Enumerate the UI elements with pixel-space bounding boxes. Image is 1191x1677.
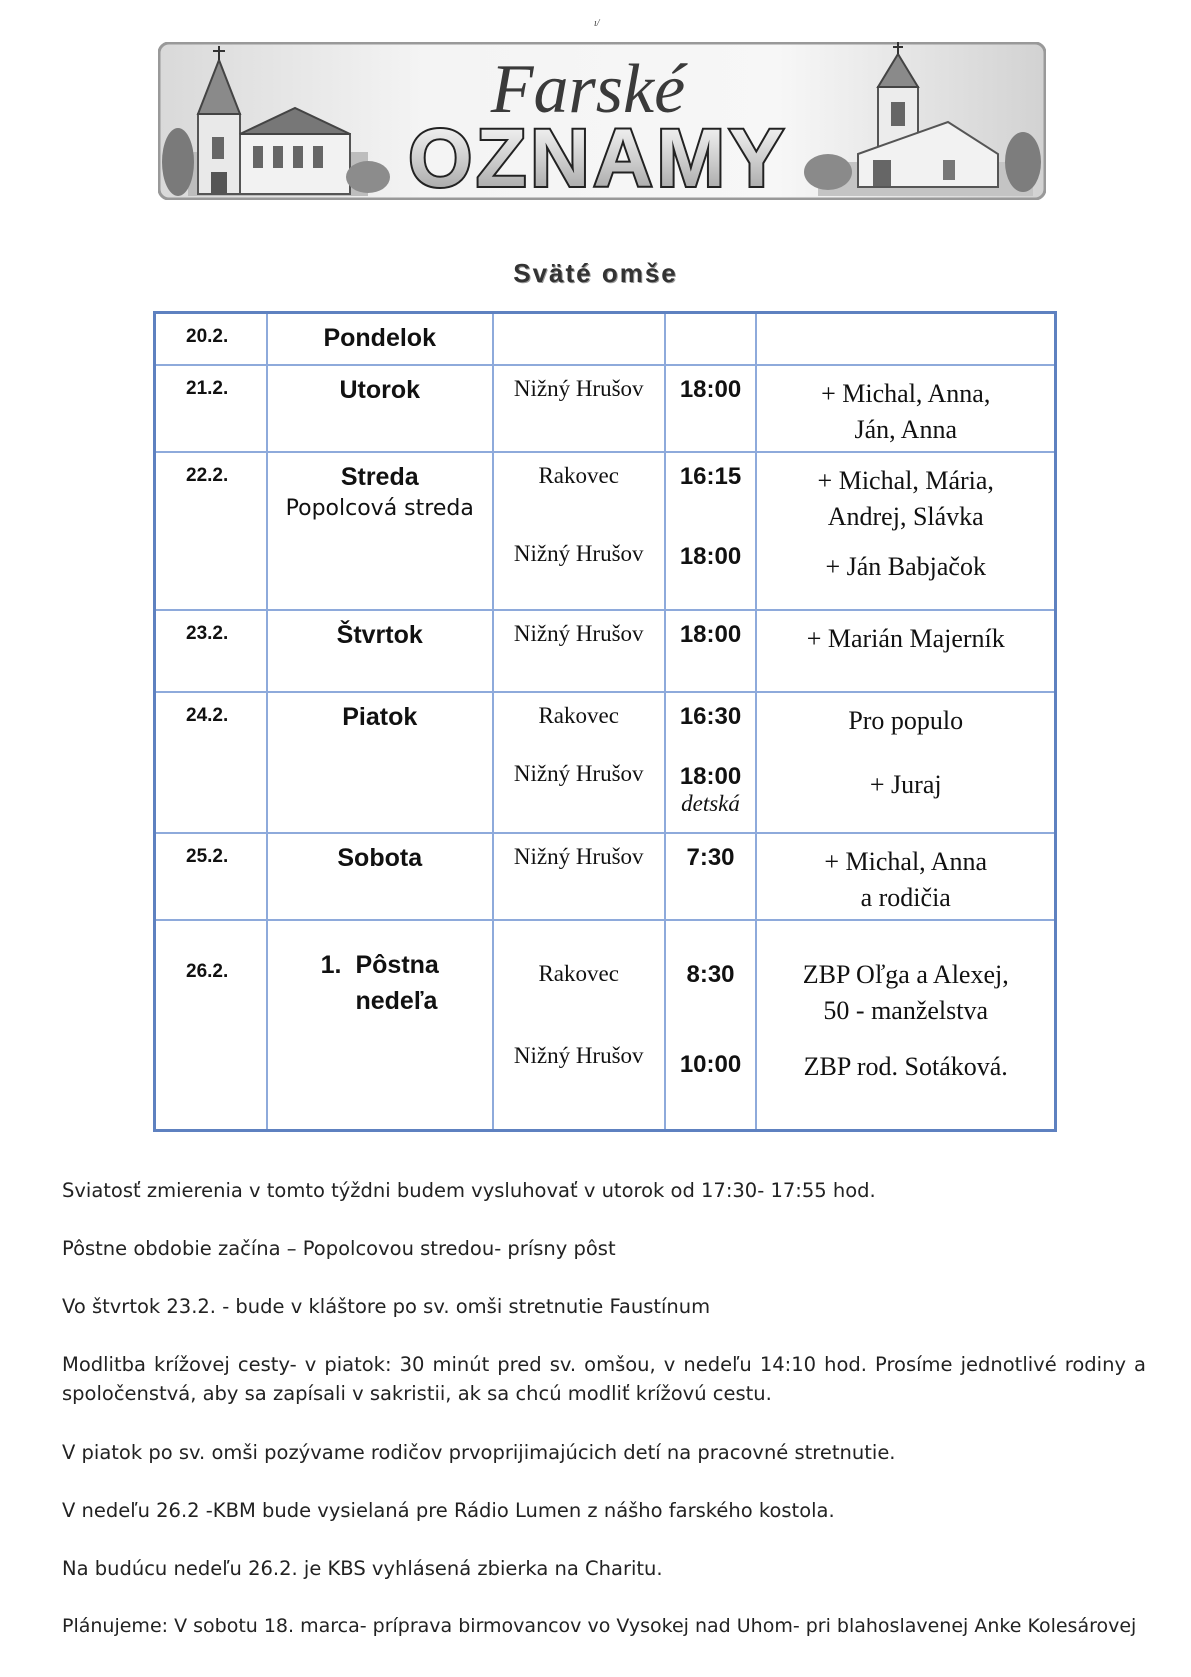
mass-intention: + Marián Majerník (806, 623, 1005, 653)
row-day: Pondelok (323, 324, 436, 352)
row-date: 26.2. (186, 960, 229, 982)
mass-time: 8:30 (686, 960, 735, 988)
announcement: Plánujeme: V sobotu 18. marca- príprava birmovancov vo Vysokej nad Uhom- pri blahoslavenej Anke Kolesárovej (62, 1615, 1137, 1637)
row-date: 22.2. (186, 464, 229, 486)
header-banner (158, 42, 1046, 200)
mass-intention: + Michal, Mária, Andrej, Slávka (817, 465, 994, 531)
mass-schedule-table (153, 311, 1057, 1132)
mass-time: 16:15 (679, 462, 742, 490)
mass-intention: + Ján Babjačok (825, 551, 986, 581)
mass-intention: + Juraj (869, 769, 942, 799)
mass-intention: + Michal, Anna, Ján, Anna (821, 378, 991, 444)
banner-title-line1: Farské (490, 51, 686, 128)
announcement: V piatok po sv. omši pozývame rodičov prvoprijimajúcich detí na pracovné stretnutie. (62, 1441, 896, 1464)
mass-time: 18:00 (679, 542, 742, 570)
table-row (155, 833, 1056, 920)
announcement: Sviatosť zmierenia v tomto týždni budem vysluhovať v utorok od 17:30- 17:55 hod. (62, 1179, 876, 1202)
mass-time: 18:00 (679, 620, 742, 648)
mass-intention: + Michal, Anna a rodičia (824, 846, 988, 912)
table-row (155, 920, 1056, 1131)
announcement: Vo štvrtok 23.2. - bude v kláštore po sv. omši stretnutie Faustínum (62, 1295, 711, 1318)
page-mark: ı/ (594, 18, 600, 29)
row-day: 1. Pôstna nedeľa (320, 950, 439, 1015)
mass-time: 18:00 (679, 375, 742, 403)
banner-title-line2: OZNAMY (408, 113, 788, 200)
announcement: Pôstne obdobie začína – Popolcovou stredou- prísny pôst (62, 1237, 616, 1260)
row-day: Štvrtok (336, 620, 423, 649)
announcement: V nedeľu 26.2 -KBM bude vysielaná pre Rádio Lumen z nášho farského kostola. (62, 1499, 835, 1522)
row-day: Piatok (342, 702, 418, 731)
row-date: 24.2. (186, 704, 229, 726)
row-date: 25.2. (186, 845, 229, 867)
row-day: Sobota (337, 843, 423, 872)
mass-time: 18:00 (679, 762, 742, 790)
announcement: Na budúcu nedeľu 26.2. je KBS vyhlásená zbierka na Charitu. (62, 1557, 663, 1580)
mass-place: Nižný Hrušov (513, 1042, 644, 1068)
mass-intention: Pro populo (848, 705, 964, 735)
mass-place: Nižný Hrušov (513, 843, 644, 869)
mass-place: Rakovec (538, 462, 619, 488)
row-date: 21.2. (186, 377, 229, 399)
table-row (155, 610, 1056, 692)
table-row (155, 365, 1056, 452)
banner-graphic (158, 42, 1046, 200)
mass-time: 10:00 (679, 1050, 742, 1078)
row-day: Streda (340, 462, 419, 491)
page-title: Sväté omše (513, 258, 678, 288)
mass-intention: ZBP Oľga a Alexej, 50 - manželstva (802, 959, 1009, 1025)
row-date: 20.2. (186, 326, 229, 347)
row-day: Utorok (339, 375, 421, 404)
mass-time: 16:30 (679, 702, 742, 730)
mass-place: Nižný Hrušov (513, 760, 644, 786)
mass-time: 7:30 (686, 843, 735, 871)
mass-place: Rakovec (538, 702, 619, 728)
announcement: Modlitba krížovej cesty- v piatok: 30 minút pred sv. omšou, v nedeľu 14:10 hod. Prosíme jednotlivé rodiny a spoločenstvá, aby sa zapísali v sakristii, ak sa chcú modliť krížovú cestu. (62, 1353, 1146, 1405)
mass-intention: ZBP rod. Sotáková. (803, 1051, 1008, 1081)
row-date: 23.2. (186, 622, 229, 644)
mass-place: Nižný Hrušov (513, 540, 644, 566)
table-row (155, 313, 1056, 365)
mass-time-note: detská (681, 790, 740, 816)
table-row (155, 692, 1056, 833)
mass-place: Nižný Hrušov (513, 375, 644, 401)
mass-place: Nižný Hrušov (513, 620, 644, 646)
mass-place: Rakovec (538, 960, 619, 986)
row-day-subtitle: Popolcová streda (285, 495, 474, 521)
table-row (155, 452, 1056, 610)
